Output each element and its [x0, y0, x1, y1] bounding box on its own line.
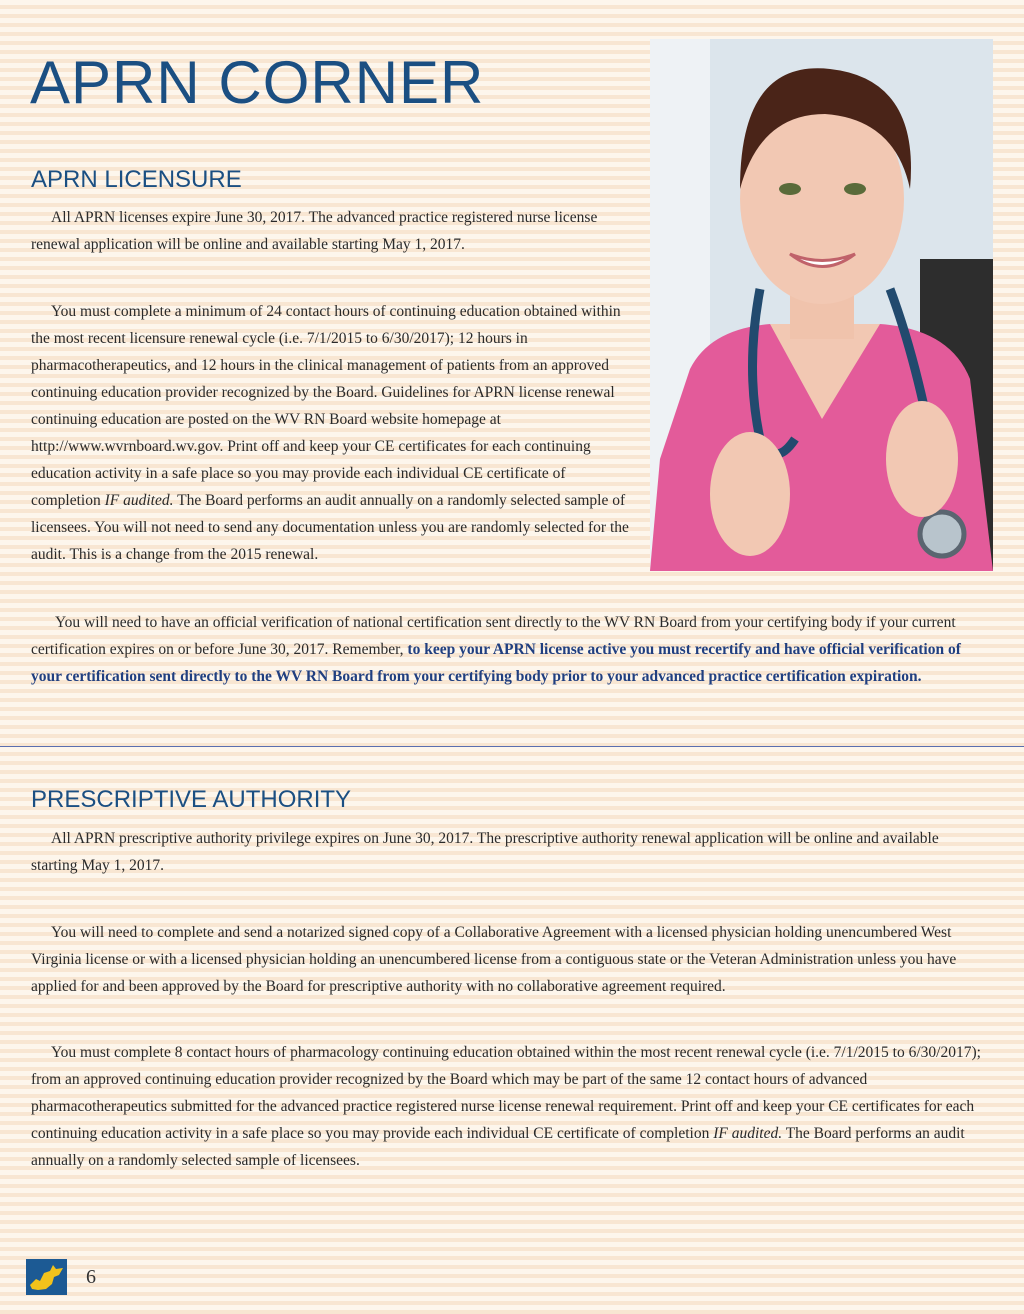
- licensure-heading: APRN LICENSURE: [31, 166, 242, 193]
- licensure-paragraph-3: You will need to have an official verification of national certification sent directly to the WV RN Board from your certifying body if your current certification expires on or before June 30, 2017. Remember, to keep your APRN license active you must recertify and have official verification of your certification sent directly to the WV RN Board from your certifying body prior to your advanced practice certification expiration.: [31, 614, 961, 685]
- nurse-photo: [650, 39, 993, 571]
- prescriptive-heading: PRESCRIPTIVE AUTHORITY: [31, 786, 352, 813]
- prescriptive-paragraph-2: You will need to complete and send a notarized signed copy of a Collaborative Agreement with a licensed physician holding unencumbered West Virginia license or with a licensed physician holding an unencumbered license from a contiguous state or the Veteran Administration unless you have applied for and been approved by the Board for prescriptive authority with no collaborative agreement required.: [31, 924, 957, 995]
- west-virginia-logo: [26, 1259, 67, 1295]
- prescriptive-paragraph-3: You must complete 8 contact hours of pharmacology continuing education obtained within the most recent renewal cycle (i.e. 7/1/2015 to 6/30/2017); from an approved continuing education provider recognized by the Board which may be part of the same 12 contact hours of advanced pharmacotherapeutics submitted for the advanced practice registered nurse license renewal requirement. Print off and keep your CE certificates for each continuing education activity in a safe place so you may provide each individual CE certificate of completion IF audited. The Board performs an audit annually on a randomly selected sample of licensees.: [31, 1044, 981, 1169]
- wv-state-icon: [26, 1259, 67, 1295]
- prescriptive-paragraph-1: All APRN prescriptive authority privilege expires on June 30, 2017. The prescriptive authority renewal application will be online and available starting May 1, 2017.: [31, 830, 939, 874]
- nurse-illustration: [650, 39, 993, 571]
- licensure-paragraph-1: All APRN licenses expire June 30, 2017. The advanced practice registered nurse license renewal application will be online and available starting May 1, 2017.: [31, 209, 598, 253]
- page-title: APRN CORNER: [30, 49, 485, 116]
- page-number: 6: [86, 1266, 96, 1288]
- licensure-paragraph-2: You must complete a minimum of 24 contact hours of continuing education obtained within the most recent licensure renewal cycle (i.e. 7/1/2015 to 6/30/2017); 12 hours in pharmacotherapeutics, and 12 hours in the clinical management of patients from an approved continuing education provider recognized by the Board. Guidelines for APRN license renewal continuing education are posted on the WV RN Board website homepage at http://www.wvrnboard.wv.gov. Print off and keep your CE certificates for each continuing education activity in a safe place so you may provide each individual CE certificate of completion IF audited. The Board performs an audit annually on a randomly selected sample of licensees. You will not need to send any documentation unless you are randomly selected for the audit. This is a change from the 2015 renewal.: [31, 303, 629, 563]
- section-divider: [0, 746, 1024, 747]
